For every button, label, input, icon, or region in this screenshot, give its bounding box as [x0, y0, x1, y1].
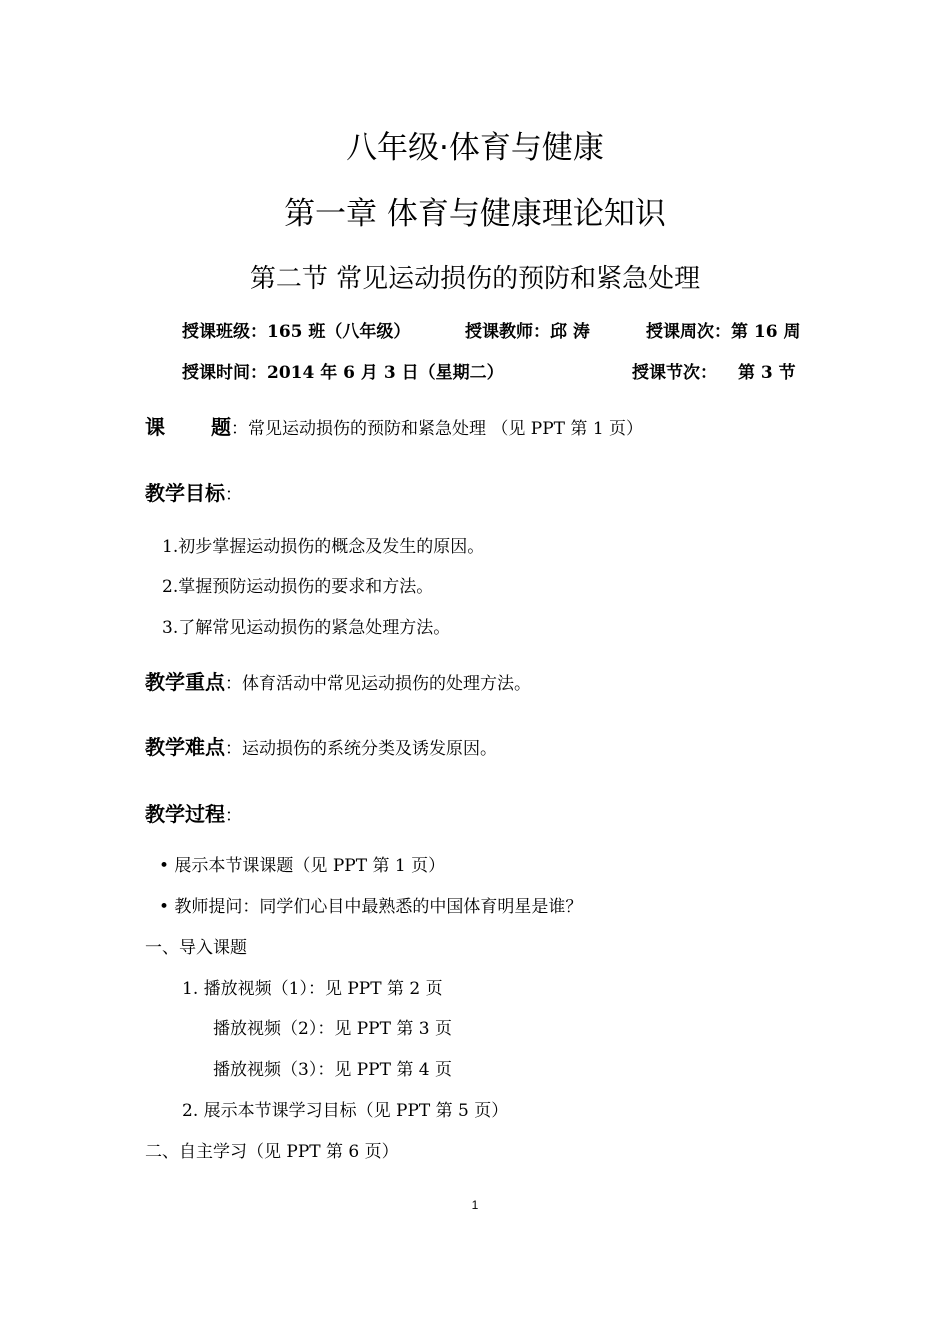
- meta-period-label: 授课节次：: [632, 363, 717, 383]
- process-bullet: • 教师提问：同学们心目中最熟悉的中国体育明星是谁？: [159, 897, 583, 917]
- process-heading: [145, 800, 242, 830]
- key-point-value: 体育活动中常见运动损伤的处理方法。: [242, 674, 531, 694]
- page-number: 1: [471, 1198, 479, 1212]
- topic-row: [145, 413, 643, 443]
- grade-title: 八年级·体育与健康: [346, 130, 604, 166]
- objective-item: 3.了解常见运动损伤的紧急处理方法。: [162, 618, 451, 638]
- objectives-heading-text: 教学目标: [145, 481, 225, 505]
- key-point-colon: ：: [225, 674, 242, 694]
- difficulty-row: [145, 733, 497, 763]
- objective-item: 2.掌握预防运动损伤的要求和方法。: [162, 577, 434, 597]
- meta-date: 授课时间：2014 年 6 月 3 日（星期二）: [182, 363, 504, 383]
- objectives-heading: [145, 479, 242, 509]
- meta-class: 授课班级：165 班（八年级）: [182, 322, 411, 342]
- part1-item: 1. 播放视频（1）：见 PPT 第 2 页: [182, 979, 443, 999]
- section-title: 第二节 常见运动损伤的预防和紧急处理: [249, 264, 701, 294]
- process-heading-text: 教学过程: [145, 802, 225, 826]
- difficulty-heading: 教学难点: [145, 735, 225, 759]
- meta-teacher: 授课教师：邱 涛: [465, 322, 590, 342]
- key-point-row: [145, 668, 531, 698]
- objectives-colon: ：: [225, 485, 242, 505]
- key-point-heading: 教学重点: [145, 670, 225, 694]
- chapter-title: 第一章 体育与健康理论知识: [284, 196, 666, 232]
- process-part1: 一、导入课题: [145, 938, 247, 958]
- topic-colon: ：: [231, 419, 248, 439]
- difficulty-value: 运动损伤的系统分类及诱发原因。: [242, 739, 497, 759]
- part1-item: 播放视频（3）：见 PPT 第 4 页: [213, 1060, 452, 1080]
- difficulty-colon: ：: [225, 739, 242, 759]
- meta-week: 授课周次：第 16 周: [646, 322, 801, 342]
- topic-label-b: 题: [211, 415, 231, 439]
- topic-value: 常见运动损伤的预防和紧急处理 （见 PPT 第 1 页）: [248, 419, 644, 439]
- topic-label-a: 课: [145, 415, 165, 439]
- process-bullet: • 展示本节课课题（见 PPT 第 1 页）: [159, 856, 446, 876]
- process-part2: 二、自主学习（见 PPT 第 6 页）: [145, 1142, 399, 1162]
- objective-item: 1.初步掌握运动损伤的概念及发生的原因。: [162, 537, 485, 557]
- part1-item: 2. 展示本节课学习目标（见 PPT 第 5 页）: [182, 1101, 509, 1121]
- part1-item: 播放视频（2）：见 PPT 第 3 页: [213, 1019, 452, 1039]
- meta-period-value: 第 3 节: [738, 363, 796, 383]
- process-colon: ：: [225, 806, 242, 826]
